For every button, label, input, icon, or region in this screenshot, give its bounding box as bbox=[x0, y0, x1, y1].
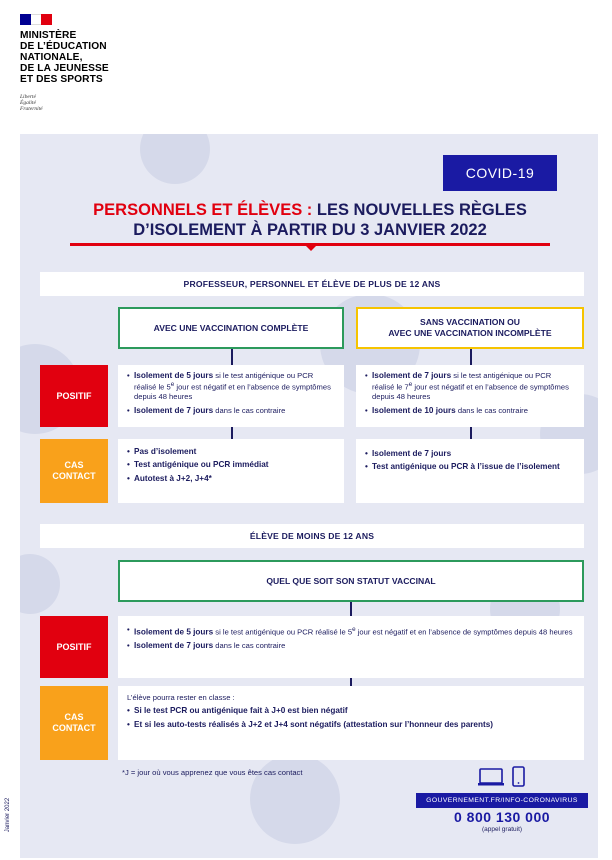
ministry-name: MINISTÈRE DE L’ÉDUCATION NATIONALE, DE LA JEUNESSE ET DES SPORTS bbox=[20, 30, 109, 85]
connector-line bbox=[470, 349, 472, 365]
laptop-icon bbox=[478, 769, 504, 786]
cas-contact-label-under-12: CAS CONTACT bbox=[40, 686, 108, 760]
positif-label: POSITIF bbox=[40, 365, 108, 427]
connector-line bbox=[350, 602, 352, 616]
publication-date: Janvier 2022 bbox=[5, 797, 11, 833]
website-link[interactable]: GOUVERNEMENT.FR/INFO-CORONAVIRUS bbox=[416, 793, 588, 808]
connector-line bbox=[231, 427, 233, 439]
page-title: PERSONNELS ET ÉLÈVES : LES NOUVELLES RÈGLES D’ISOLEMENT À PARTIR DU 3 JANVIER 2022 bbox=[93, 201, 527, 239]
contact-unvaccinated-cell: • Isolement de 7 jours • Test antigénique ou PCR à l’issue de l’isolement bbox=[356, 439, 584, 503]
section-heading-over-12: PROFESSEUR, PERSONNEL ET ÉLÈVE DE PLUS DE 12 ANS bbox=[40, 272, 584, 296]
smartphone-icon bbox=[513, 767, 524, 786]
virus-decoration-icon bbox=[20, 554, 60, 614]
phone-number: 0 800 130 000 bbox=[453, 809, 551, 825]
devices-icon bbox=[478, 766, 528, 788]
republic-motto: Liberté Égalité Fraternité bbox=[20, 94, 43, 113]
connector-line bbox=[470, 427, 472, 439]
covid-badge: COVID-19 bbox=[443, 155, 557, 191]
positif-label-under-12: POSITIF bbox=[40, 616, 108, 678]
positif-under-12-cell: • Isolement de 5 jours si le test antigénique ou PCR réalisé le 5e jour est négatif et en l’absence de symptômes depuis 48 heures • Isolement de 7 jours dans le cas contraire bbox=[118, 616, 584, 678]
column-header-vaccinated: AVEC UNE VACCINATION COMPLÈTE bbox=[118, 307, 344, 349]
positif-unvaccinated-cell: • Isolement de 7 jours si le test antigénique ou PCR réalisé le 7e jour est négatif et en l’absence de symptômes depuis 48 heures • Isolement de 10 jours dans le cas contraire bbox=[356, 365, 584, 427]
section-heading-under-12: ÉLÈVE DE MOINS DE 12 ANS bbox=[40, 524, 584, 548]
positif-vaccinated-cell: • Isolement de 5 jours si le test antigénique ou PCR réalisé le 5e jour est négatif et en l’absence de symptômes depuis 48 heures • Isolement de 7 jours dans le cas contraire bbox=[118, 365, 344, 427]
contact-vaccinated-cell: • Pas d’isolement • Test antigénique ou PCR immédiat • Autotest à J+2, J+4* bbox=[118, 439, 344, 503]
cas-contact-label: CAS CONTACT bbox=[40, 439, 108, 503]
phone-note: (appel gratuit) bbox=[481, 826, 523, 833]
contact-under-12-cell: L’élève pourra rester en classe : • Si le test PCR ou antigénique fait à J+0 est bien négatif • Et si les auto-tests réalisés à J+2 et J+4 sont négatifs (attestation sur l’honneur des parents) bbox=[118, 686, 584, 760]
republique-flag-icon bbox=[20, 14, 52, 25]
virus-decoration-icon bbox=[140, 134, 210, 184]
footnote: *J = jour où vous apprenez que vous êtes cas contact bbox=[122, 768, 303, 777]
connector-line bbox=[231, 349, 233, 365]
column-header-unvaccinated: SANS VACCINATION OU AVEC UNE VACCINATION INCOMPLÈTE bbox=[356, 307, 584, 349]
column-header-any-status: QUEL QUE SOIT SON STATUT VACCINAL bbox=[118, 560, 584, 602]
connector-line bbox=[350, 678, 352, 686]
title-notch bbox=[305, 245, 317, 251]
